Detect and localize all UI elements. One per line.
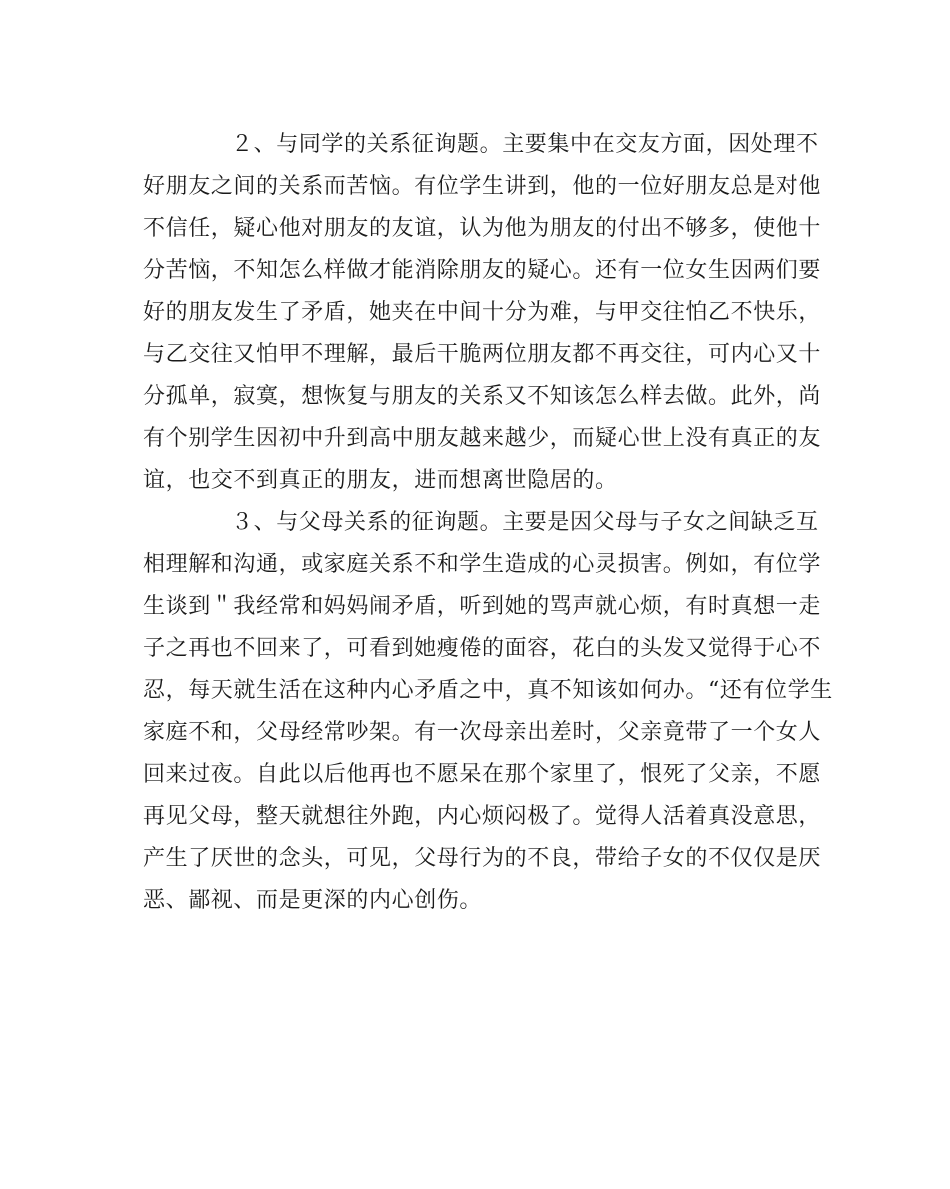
text-line: 谊，也交不到真正的朋友，进而想离世隐居的。 <box>143 468 618 493</box>
text-line: 好朋友之间的关系而苦恼。有位学生讲到，他的一位好朋友总是对他 <box>143 174 822 199</box>
text-line: 子之再也不回来了，可看到她瘦倦的面容，花白的头发又觉得于心不 <box>143 636 822 661</box>
text-line: 恶、鄙视、而是更深的内心创伤。 <box>143 888 483 913</box>
text-line: 家庭不和，父母经常吵架。有一次母亲出差时，父亲竟带了一个女人 <box>143 720 822 745</box>
text-line: 分苦恼，不知怎么样做才能消除朋友的疑心。还有一位女生因两们要 <box>143 258 822 283</box>
document-body <box>143 124 833 922</box>
text-line: 不信任，疑心他对朋友的友谊，认为他为朋友的付出不够多，使他十 <box>143 216 822 241</box>
text-line: 有个别学生因初中升到高中朋友越来越少，而疑心世上没有真正的友 <box>143 426 822 451</box>
text-line: 生谈到＂我经常和妈妈闹矛盾，听到她的骂声就心烦，有时真想一走 <box>143 594 822 619</box>
text-line: 相理解和沟通，或家庭关系不和学生造成的心灵损害。例如，有位学 <box>143 552 822 577</box>
text-line: ２、与同学的关系征询题。主要集中在交友方面，因处理不 <box>231 132 819 157</box>
text-line: 忍，每天就生活在这种内心矛盾之中，真不知该如何办。“还有位学生 <box>143 678 833 703</box>
text-line: 好的朋友发生了矛盾，她夹在中间十分为难，与甲交往怕乙不快乐， <box>143 300 822 325</box>
text-line: 产生了厌世的念头，可见，父母行为的不良，带给子女的不仅仅是厌 <box>143 846 822 871</box>
text-line: ３、与父母关系的征询题。主要是因父母与子女之间缺乏互 <box>231 510 819 535</box>
paragraph-parent-relationships <box>143 502 833 922</box>
paragraph-peer-relationships <box>143 124 822 502</box>
text-line: 回来过夜。自此以后他再也不愿呆在那个家里了，恨死了父亲，不愿 <box>143 762 822 787</box>
text-line: 再见父母，整天就想往外跑，内心烦闷极了。觉得人活着真没意思， <box>143 804 822 829</box>
text-line: 与乙交往又怕甲不理解，最后干脆两位朋友都不再交往，可内心又十 <box>143 342 822 367</box>
text-line: 分孤单，寂寞，想恢复与朋友的关系又不知该怎么样去做。此外，尚 <box>143 384 822 409</box>
